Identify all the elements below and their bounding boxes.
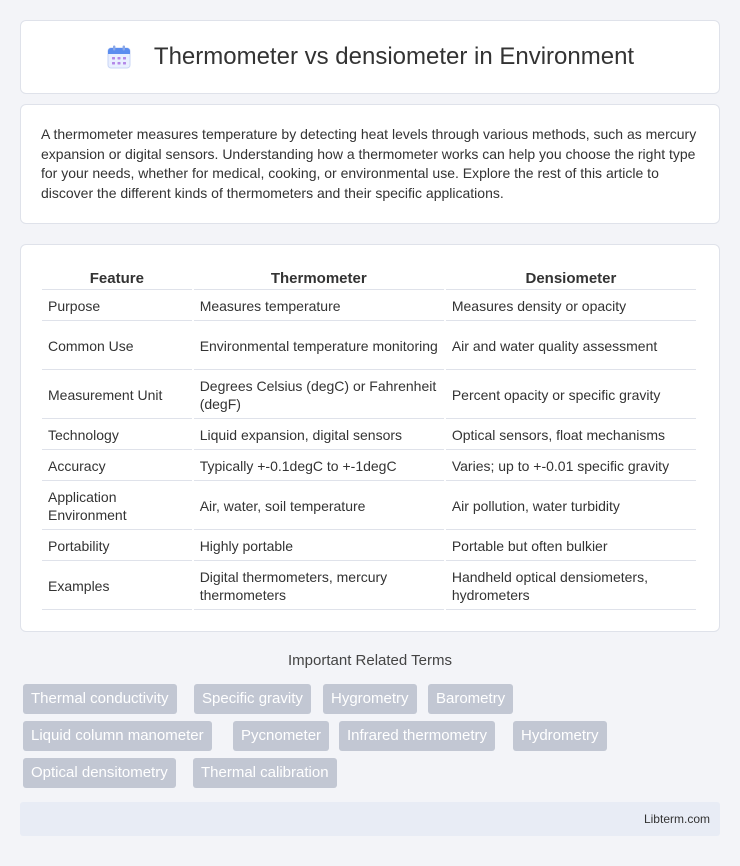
intro-text: A thermometer measures temperature by detecting heat levels through various methods, such as mercury expansion or digital sensors. Understanding how a thermometer works can help you choose the right type for your needs, whether for medical, cooking, or environmental use. Explore the rest of this article to discover the different kinds of thermometers and their specific applications. [41, 126, 697, 201]
table-cell: Percent opacity or specific gravity [446, 372, 696, 419]
table-cell: Examples [42, 563, 192, 610]
tag-liquid-column-manometer[interactable]: Liquid column manometer [23, 721, 212, 751]
table-cell: Handheld optical densiometers, hydrometers [446, 563, 696, 610]
table-cell: Portable but often bulkier [446, 532, 696, 561]
tag-pycnometer[interactable]: Pycnometer [233, 721, 329, 751]
table-cell: Air pollution, water turbidity [446, 483, 696, 530]
tag-infrared-thermometry[interactable]: Infrared thermometry [339, 721, 495, 751]
related-terms-title: Important Related Terms [288, 652, 452, 669]
table-row [42, 452, 696, 481]
table-cell: Application Environment [42, 483, 192, 530]
table-cell: Accuracy [42, 452, 192, 481]
header-feature: Feature [42, 267, 192, 290]
table-cell: Air, water, soil temperature [194, 483, 444, 530]
comparison-card [20, 244, 720, 632]
table-cell: Purpose [42, 292, 192, 321]
table-cell: Measures temperature [194, 292, 444, 321]
table-cell: Measures density or opacity [446, 292, 696, 321]
tag-hygrometry[interactable]: Hygrometry [323, 684, 417, 714]
table-cell: Air and water quality assessment [446, 323, 696, 370]
table-cell: Varies; up to +-0.01 specific gravity [446, 452, 696, 481]
tag-hydrometry[interactable]: Hydrometry [513, 721, 607, 751]
table-row [42, 563, 696, 610]
comparison-table [40, 265, 698, 612]
page-title: Thermometer vs densiometer in Environment [153, 43, 635, 70]
table-cell: Optical sensors, float mechanisms [446, 421, 696, 450]
table-cell: Degrees Celsius (degC) or Fahrenheit (degF) [194, 372, 444, 419]
tag-thermal-calibration[interactable]: Thermal calibration [193, 758, 337, 788]
calendar-icon [106, 44, 132, 70]
table-cell: Technology [42, 421, 192, 450]
tag-specific-gravity[interactable]: Specific gravity [194, 684, 311, 714]
table-cell: Measurement Unit [42, 372, 192, 419]
table-cell: Common Use [42, 323, 192, 370]
table-row [42, 483, 696, 530]
table-cell: Liquid expansion, digital sensors [194, 421, 444, 450]
table-row [42, 532, 696, 561]
tag-optical-densitometry[interactable]: Optical densitometry [23, 758, 176, 788]
header-thermometer: Thermometer [194, 267, 444, 290]
table-row [42, 372, 696, 419]
header-card [20, 20, 720, 94]
table-cell: Portability [42, 532, 192, 561]
table-cell: Environmental temperature monitoring [194, 323, 444, 370]
intro-card [20, 104, 720, 224]
table-cell: Typically +-0.1degC to +-1degC [194, 452, 444, 481]
table-cell: Digital thermometers, mercury thermometers [194, 563, 444, 610]
table-row [42, 292, 696, 321]
table-header-row [42, 267, 696, 290]
tag-thermal-conductivity[interactable]: Thermal conductivity [23, 684, 177, 714]
table-row [42, 421, 696, 450]
footer-site-link[interactable]: Libterm.com [643, 812, 710, 826]
tag-barometry[interactable]: Barometry [428, 684, 513, 714]
table-cell: Highly portable [194, 532, 444, 561]
footer [20, 802, 720, 836]
header-densiometer: Densiometer [446, 267, 696, 290]
table-row [42, 323, 696, 370]
